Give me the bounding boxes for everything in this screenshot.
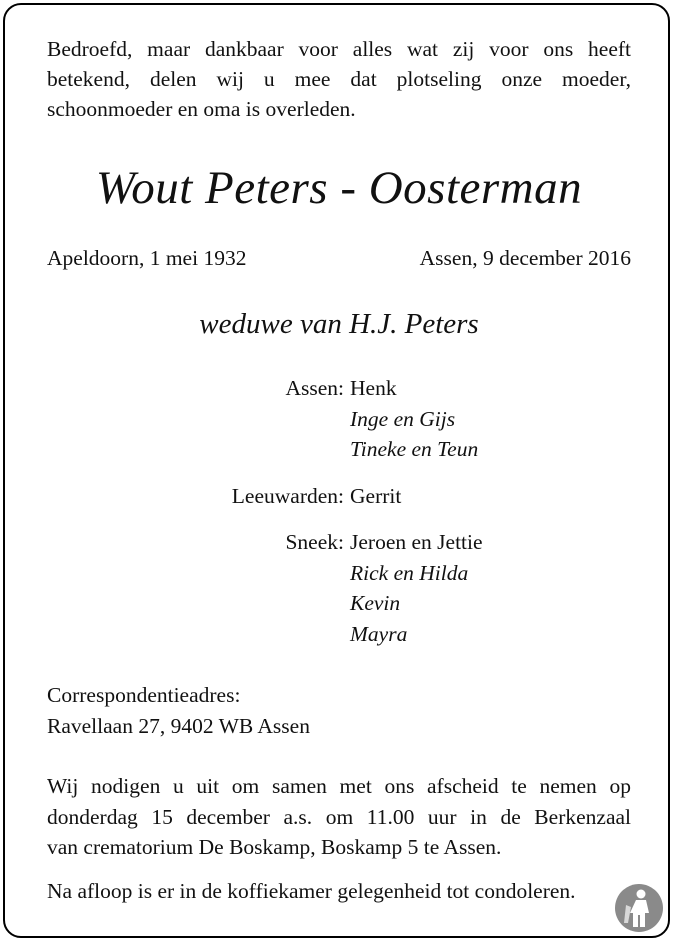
family-group-assen bbox=[0, 373, 677, 465]
family-place: Sneek: bbox=[285, 530, 344, 554]
correspondence-address bbox=[47, 680, 310, 741]
deceased-name: Wout Peters - Oosterman bbox=[95, 162, 583, 214]
family-members bbox=[350, 527, 677, 649]
intro-line: schoonmoeder en oma is overleden. bbox=[47, 97, 356, 121]
correspondence-label: Correspondentieadres: bbox=[47, 683, 241, 707]
family-list bbox=[0, 373, 677, 665]
family-member: Kevin bbox=[350, 591, 401, 615]
family-member: Jeroen en Jettie bbox=[350, 530, 483, 554]
family-member: Henk bbox=[350, 376, 397, 400]
invitation-line: donderdag 15 december a.s. om 11.00 uur in de Berkenzaal bbox=[47, 804, 631, 829]
intro-line: betekend, delen wij u mee dat plotseling onze moeder, bbox=[47, 67, 631, 91]
invitation-line: van crematorium De Boskamp, Boskamp 5 te Assen. bbox=[47, 835, 502, 859]
invitation-paragraph bbox=[47, 771, 631, 863]
family-group-leeuwarden bbox=[0, 481, 677, 512]
intro-line: Bedroefd, maar dankbaar voor alles wat zij voor ons heeft bbox=[47, 37, 631, 61]
family-group-sneek bbox=[0, 527, 677, 649]
family-member: Gerrit bbox=[350, 483, 402, 508]
family-member: Inge en Gijs bbox=[350, 406, 456, 431]
birth-place-date: Apeldoorn, 1 mei 1932 bbox=[47, 246, 247, 270]
death-place-date: Assen, 9 december 2016 bbox=[419, 246, 631, 270]
family-member: Mayra bbox=[350, 621, 408, 646]
family-place: Leeuwarden: bbox=[231, 483, 344, 508]
family-member: Rick en Hilda bbox=[350, 560, 469, 585]
family-members bbox=[350, 373, 677, 465]
memorial-figure-icon bbox=[614, 883, 664, 933]
widow-of: weduwe van H.J. Peters bbox=[199, 308, 479, 340]
correspondence-street: Ravellaan 27, 9402 WB Assen bbox=[47, 713, 310, 738]
family-place: Assen: bbox=[285, 376, 344, 400]
family-members bbox=[350, 481, 677, 512]
family-member: Tineke en Teun bbox=[350, 437, 479, 461]
condolence-note: Na afloop is er in de koffiekamer gelegenheid tot condoleren. bbox=[47, 879, 576, 903]
invitation-line: Wij nodigen u uit om samen met ons afscheid te nemen op bbox=[47, 774, 631, 798]
intro-paragraph bbox=[47, 34, 631, 124]
